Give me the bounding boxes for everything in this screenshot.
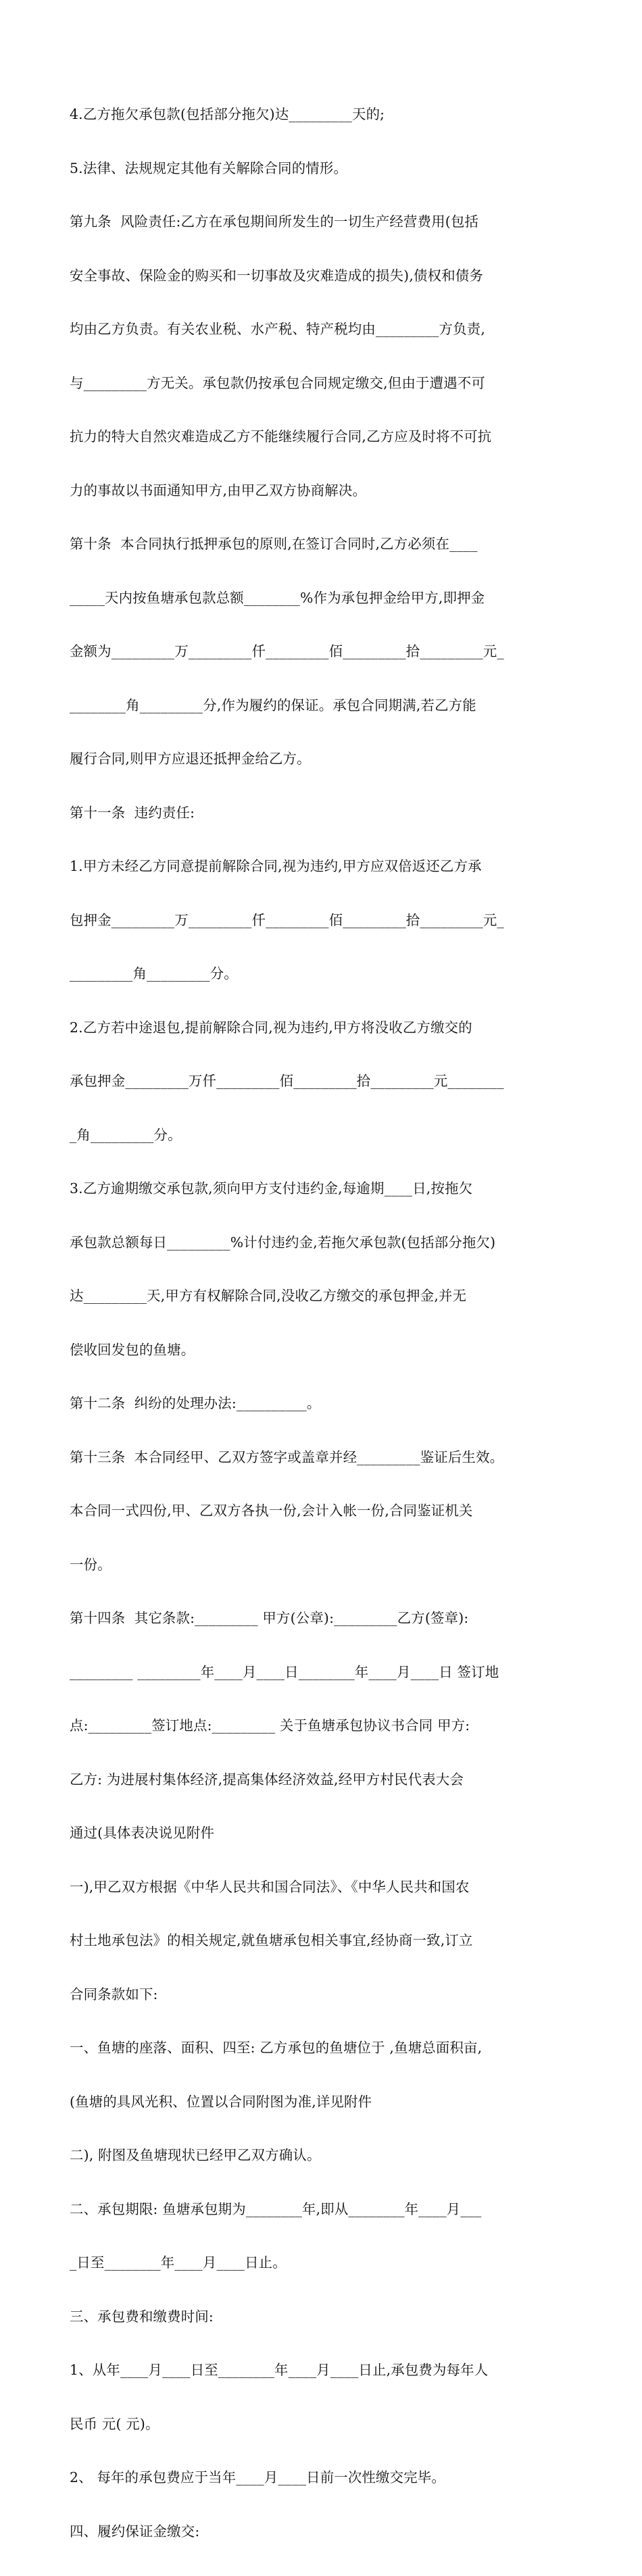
- text-line: 村土地承包法》的相关规定,就鱼塘承包相关事宜,经协商一致,订立: [70, 1932, 473, 1948]
- text-line: _____天内按鱼塘承包款总额________%作为承包押金给甲方,即押金: [70, 589, 485, 606]
- text-line: 一、鱼塘的座落、面积、四至: 乙方承包的鱼塘位于 ,鱼塘总面积亩,: [70, 2040, 483, 2056]
- text-line: 力的事故以书面通知甲方,由甲乙双方协商解决。: [70, 482, 367, 499]
- text-line: 本合同一式四份,甲、乙双方各执一份,会计入帐一份,合同鉴证机关: [70, 1502, 473, 1519]
- text-line: 合同条款如下:: [70, 1986, 158, 2002]
- text-line: 包押金_________万_________仟_________佰_________拾_________元_: [70, 911, 504, 928]
- text-line: 履行合同,则甲方应退还抵押金给乙方。: [70, 751, 311, 767]
- text-line: _________角_________分。: [70, 965, 238, 982]
- text-line: 3.乙方逾期缴交承包款,须向甲方支付违约金,每逾期____日,按拖欠: [70, 1180, 473, 1196]
- text-line: 5.法律、法规规定其他有关解除合同的情形。: [70, 159, 348, 176]
- text-line: 金额为_________万_________仟_________佰_________拾_________元_: [70, 643, 504, 659]
- text-line: 点:_________签订地点:_________ 关于鱼塘承包协议书合同 甲方:: [70, 1717, 470, 1734]
- text-line: 2.乙方若中途退包,提前解除合同,视为违约,甲方将没收乙方缴交的: [70, 1019, 472, 1036]
- text-line: ________角_________分,作为履约的保证。承包合同期满,若乙方能: [70, 697, 476, 713]
- text-line: 与_________方无关。承包款仍按承包合同规定缴交,但由于遭遇不可: [70, 374, 486, 391]
- text-line: 乙方: 为进展村集体经济,提高集体经济效益,经甲方村民代表大会: [70, 1771, 464, 1788]
- text-line: 达_________天,甲方有权解除合同,没收乙方缴交的承包押金,并无: [70, 1288, 467, 1304]
- text-line: 第十条 本合同执行抵押承包的原则,在签订合同时,乙方必须在____: [70, 536, 478, 552]
- text-line: 承包款总额每日_________%计付违约金,若拖欠承包款(包括部分拖欠): [70, 1234, 496, 1251]
- text-line: 第十三条 本合同经甲、乙双方签字或盖章并经_________鉴证后生效。: [70, 1448, 504, 1465]
- text-line: 均由乙方负责。有关农业税、水产税、特产税均由_________方负责,: [70, 321, 486, 337]
- text-line: 二), 附图及鱼塘现状已经甲乙双方确认。: [70, 2147, 321, 2163]
- text-line: 第十四条 其它条款:_________ 甲方(公章):_________乙方(签章):: [70, 1610, 469, 1626]
- text-line: 2、 每年的承包费应于当年____月____日前一次性缴交完毕。: [70, 2469, 446, 2485]
- document-body: [70, 70, 578, 2576]
- text-line: 1.甲方未经乙方同意提前解除合同,视为违约,甲方应双倍返还乙方承: [70, 858, 482, 874]
- text-line: 第十二条 纠纷的处理办法:__________。: [70, 1395, 321, 1411]
- text-line: 一份。: [70, 1556, 112, 1573]
- text-line: _角_________分。: [70, 1126, 182, 1143]
- text-line: 第十一条 违约责任:: [70, 804, 195, 821]
- text-line: 民币 元( 元)。: [70, 2415, 159, 2432]
- text-line: _________ _________年____月____日________年____月____日 签订地: [70, 1663, 499, 1680]
- text-line: (鱼塘的具风光积、位置以合同附图为准,详见附件: [70, 2093, 372, 2110]
- text-line: 偿收回发包的鱼塘。: [70, 1341, 195, 1358]
- text-line: 三、承包费和缴费时间:: [70, 2308, 214, 2325]
- text-line: 安全事故、保险金的购买和一切事故及灾难造成的损失),债权和债务: [70, 267, 483, 284]
- text-line: 四、履约保证金缴交:: [70, 2523, 200, 2540]
- text-line: 通过(具体表决说见附件: [70, 1825, 215, 1841]
- text-line: 承包押金_________万仟_________佰_________拾_________元________: [70, 1073, 504, 1089]
- text-line: 二、承包期限: 鱼塘承包期为________年,即从________年____月___: [70, 2200, 482, 2217]
- text-line: 4.乙方拖欠承包款(包括部分拖欠)达_________天的;: [70, 106, 385, 122]
- text-line: 1、从年____月____日至________年____月____日止,承包费为每年人: [70, 2362, 489, 2378]
- text-line: 抗力的特大自然灾难造成乙方不能继续履行合同,乙方应及时将不可抗: [70, 428, 492, 445]
- text-line: 一),甲乙双方根据《中华人民共和国合同法》、《中华人民共和国农: [70, 1878, 470, 1895]
- text-line: _日至________年____月____日止。: [70, 2254, 287, 2271]
- text-line: 第九条 风险责任:乙方在承包期间所发生的一切生产经营费用(包括: [70, 213, 479, 230]
